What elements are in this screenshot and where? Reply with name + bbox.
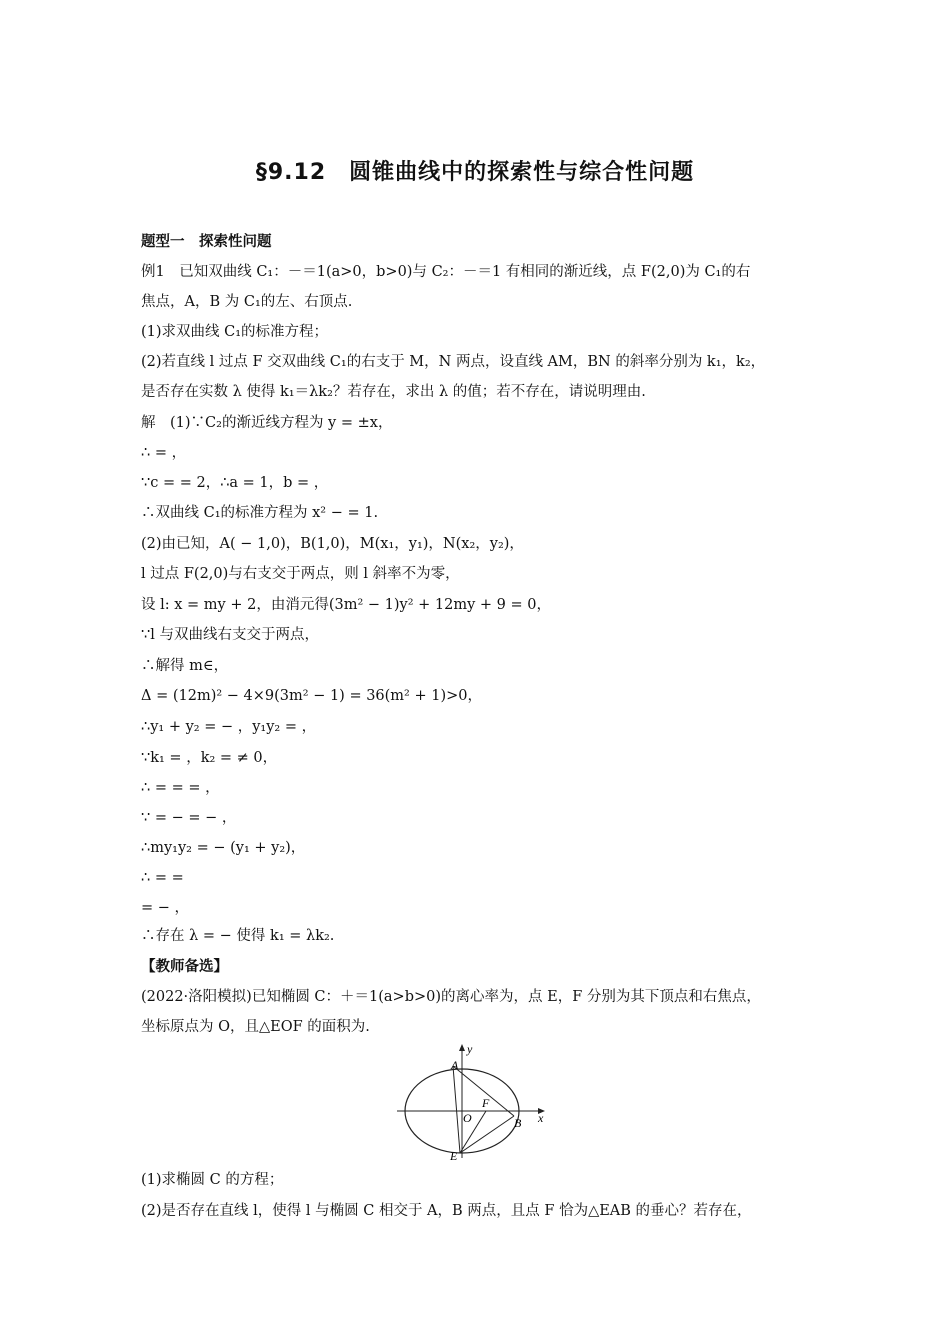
solution-line: ∴双曲线 C₁的标准方程为 x² − = 1. — [141, 505, 379, 521]
solution-line: 设 l: x = my + 2，由消元得(3m² − 1)y² + 12my + 9 = 0， — [141, 597, 551, 613]
segment-ea — [453, 1066, 460, 1153]
label-y: y — [467, 1042, 473, 1056]
ellipse-figure — [395, 1040, 555, 1162]
text-line: 坐标原点为 O，且△EOF 的面积为. — [141, 1019, 370, 1035]
label-o: O — [463, 1111, 472, 1125]
y-axis-arrow — [459, 1044, 465, 1051]
text-line: (1)求椭圆 C 的方程； — [141, 1172, 284, 1188]
label-f: F — [482, 1096, 490, 1110]
text-line: 焦点，A，B 为 C₁的左、右顶点. — [141, 294, 353, 310]
label-x: x — [538, 1111, 544, 1125]
solution-line: l 过点 F(2,0)与右支交于两点，则 l 斜率不为零， — [141, 566, 460, 582]
solution-line: ∵c = = 2，∴a = 1，b = ， — [141, 475, 329, 491]
solution-line: = − ， — [141, 900, 190, 916]
label-e: E — [450, 1149, 458, 1162]
text-line: (1)求双曲线 C₁的标准方程； — [141, 324, 329, 340]
text-line: (2022·洛阳模拟)已知椭圆 C：＋＝1(a>b>0)的离心率为，点 E，F 分别为其下顶点和右焦点， — [141, 989, 761, 1005]
text-line: (2)是否存在直线 l，使得 l 与椭圆 C 相交于 A，B 两点，且点 F 恰为△EAB 的垂心？若存在， — [141, 1203, 752, 1219]
solution-line: ∴存在 λ = − 使得 k₁ = λk₂. — [141, 928, 335, 944]
solution-line: ∴my₁y₂ = − (y₁ + y₂)， — [141, 840, 306, 856]
solution-line: ∴解得 m∈， — [141, 658, 229, 674]
page-title: §9.12 圆锥曲线中的探索性与综合性问题 — [255, 160, 695, 185]
label-a: A — [451, 1058, 459, 1072]
text-line: (2)若直线 l 过点 F 交双曲线 C₁的右支于 M，N 两点，设直线 AM，BN 的斜率分别为 k₁，k₂， — [141, 354, 766, 370]
solution-line: (2)由已知，A( − 1,0)，B(1,0)，M(x₁，y₁)，N(x₂，y₂)， — [141, 536, 524, 552]
solution-line: ∴y₁ + y₂ = − ，y₁y₂ = ， — [141, 719, 317, 735]
solution-line: ∴ = = — [141, 870, 184, 886]
solution-line: ∵ = − = − ， — [141, 810, 237, 826]
solution-line: ∵k₁ = ，k₂ = ≠ 0， — [141, 750, 278, 766]
solution-line: Δ = (12m)² − 4×9(3m² − 1) = 36(m² + 1)>0， — [141, 688, 482, 704]
solution-line: ∴ = ， — [141, 445, 187, 461]
solution-line: ∵l 与双曲线右支交于两点， — [141, 627, 319, 643]
text-line: 是否存在实数 λ 使得 k₁＝λk₂？若存在，求出 λ 的值；若不存在，请说明理由. — [141, 384, 646, 400]
text-line: 例1 已知双曲线 C₁：－＝1(a>0，b>0)与 C₂：－＝1 有相同的渐近线，点 F(2,0)为 C₁的右 — [141, 264, 751, 280]
solution-line: 解 (1)∵C₂的渐近线方程为 y = ±x， — [141, 415, 393, 431]
teacher-note-heading: 【教师备选】 — [141, 959, 228, 975]
solution-line: ∴ = = = ， — [141, 780, 220, 796]
label-b: B — [514, 1116, 522, 1130]
section-heading: 题型一 探索性问题 — [141, 234, 272, 250]
